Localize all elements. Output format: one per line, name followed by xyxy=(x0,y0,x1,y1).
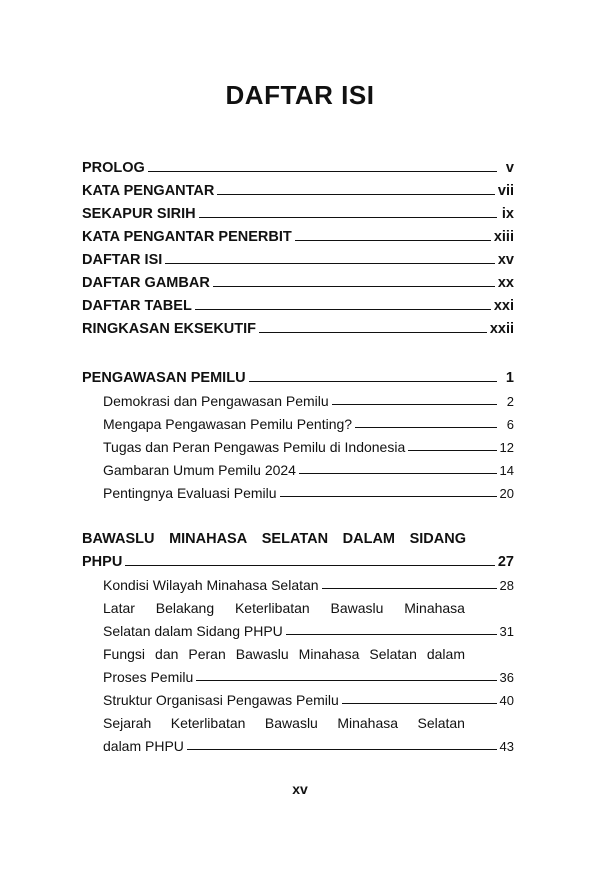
toc-entry[interactable] xyxy=(82,291,514,314)
toc-entry-page: xxii xyxy=(489,321,514,337)
section-page: 2 xyxy=(506,394,514,409)
chapter-title-word: SELATAN xyxy=(261,531,329,547)
toc-entry-page: vii xyxy=(497,183,514,199)
section-label-line-1[interactable] xyxy=(82,639,465,662)
leader-line xyxy=(165,263,495,264)
section-page: 36 xyxy=(499,670,514,685)
section-word: Bawaslu xyxy=(235,646,289,662)
section-page: 31 xyxy=(499,624,514,639)
leader-line xyxy=(259,332,487,333)
section-word: dan xyxy=(155,646,179,662)
chapter-page: 27 xyxy=(497,554,514,570)
chapter-title-word: SIDANG xyxy=(409,531,466,547)
chapter-title-word: DALAM xyxy=(342,531,396,547)
section-word: Belakang xyxy=(155,600,215,616)
toc-entry-label: DAFTAR TABEL xyxy=(82,298,192,314)
leader-line xyxy=(342,703,497,704)
toc-entry-label: KATA PENGANTAR xyxy=(82,183,215,199)
chapter-entry[interactable] xyxy=(82,547,514,570)
section-label-line-1[interactable] xyxy=(82,708,465,731)
section-entry[interactable] xyxy=(82,570,514,593)
section-entry[interactable] xyxy=(82,685,514,708)
section-label: Struktur Organisasi Pengawas Pemilu xyxy=(103,692,339,708)
section-word: dalam xyxy=(426,646,465,662)
leader-line xyxy=(196,680,496,681)
leader-line xyxy=(217,194,495,195)
section-word: Minahasa xyxy=(404,600,465,616)
section-word: Minahasa xyxy=(298,646,360,662)
toc-entry-label: DAFTAR GAMBAR xyxy=(82,275,210,291)
section-entry[interactable] xyxy=(82,731,514,754)
leader-line xyxy=(299,473,497,474)
section-label: Mengapa Pengawasan Pemilu Penting? xyxy=(103,416,353,432)
section-entry[interactable] xyxy=(82,455,514,478)
leader-line xyxy=(213,286,495,287)
chapter-title-line-1[interactable] xyxy=(82,524,466,547)
chapter-page: 1 xyxy=(505,370,514,386)
section-entry[interactable] xyxy=(82,386,514,409)
section-entry[interactable] xyxy=(82,662,514,685)
section-page: 40 xyxy=(499,693,514,708)
leader-line xyxy=(295,240,491,241)
section-page: 28 xyxy=(499,578,514,593)
leader-line xyxy=(187,749,497,750)
leader-line xyxy=(322,588,497,589)
leader-line xyxy=(280,496,497,497)
section-entry[interactable] xyxy=(82,409,514,432)
section-label: Gambaran Umum Pemilu 2024 xyxy=(103,462,296,478)
section-label: Proses Pemilu xyxy=(103,669,194,685)
leader-line xyxy=(199,217,497,218)
toc-entry[interactable] xyxy=(82,314,514,337)
leader-line xyxy=(408,450,496,451)
section-word: Keterlibatan xyxy=(234,600,310,616)
section-label: Selatan dalam Sidang PHPU xyxy=(103,623,283,639)
section-page: 14 xyxy=(499,463,514,478)
leader-line xyxy=(148,171,497,172)
section-page: 43 xyxy=(499,739,514,754)
toc-entry[interactable] xyxy=(82,222,514,245)
leader-line xyxy=(249,381,497,382)
leader-line xyxy=(195,309,491,310)
section-word: Peran xyxy=(188,646,226,662)
section-page: 12 xyxy=(499,440,514,455)
chapter-2 xyxy=(82,524,514,754)
section-word: Bawaslu xyxy=(330,600,384,616)
section-label: Tugas dan Peran Pengawas Pemilu di Indonesia xyxy=(103,439,406,455)
section-word: Latar xyxy=(103,600,135,616)
section-word: Minahasa xyxy=(337,715,399,731)
toc-entry-page: v xyxy=(505,160,514,176)
chapter-title-word: MINAHASA xyxy=(169,531,248,547)
section-entry[interactable] xyxy=(82,478,514,501)
chapter-title: PHPU xyxy=(82,554,123,570)
leader-line xyxy=(286,634,497,635)
toc-entry-page: xiii xyxy=(493,229,514,245)
toc-entry-label: RINGKASAN EKSEKUTIF xyxy=(82,321,257,337)
toc-entry-page: xxi xyxy=(493,298,514,314)
chapter-entry[interactable] xyxy=(82,363,514,386)
section-entry[interactable] xyxy=(82,432,514,455)
leader-line xyxy=(332,404,497,405)
section-word: Keterlibatan xyxy=(170,715,246,731)
chapter-title: PENGAWASAN PEMILU xyxy=(82,370,246,386)
section-page: 20 xyxy=(499,486,514,501)
leader-line xyxy=(125,565,495,566)
toc-entry-label: DAFTAR ISI xyxy=(82,252,163,268)
toc-entry-page: ix xyxy=(501,206,514,222)
toc-entry-label: KATA PENGANTAR PENERBIT xyxy=(82,229,292,245)
leader-line xyxy=(355,427,497,428)
section-label-line-1[interactable] xyxy=(82,593,465,616)
section-label: Pentingnya Evaluasi Pemilu xyxy=(103,485,277,501)
section-entry[interactable] xyxy=(82,616,514,639)
page-title: DAFTAR ISI xyxy=(225,80,375,110)
toc-entry[interactable] xyxy=(82,153,514,176)
front-matter-list xyxy=(82,153,514,337)
page-number: xv xyxy=(292,781,308,797)
toc-entry[interactable] xyxy=(82,176,514,199)
section-label: Demokrasi dan Pengawasan Pemilu xyxy=(103,393,329,409)
toc-entry[interactable] xyxy=(82,245,514,268)
section-label: dalam PHPU xyxy=(103,738,184,754)
toc-entry-page: xx xyxy=(497,275,514,291)
section-word: Selatan xyxy=(417,715,465,731)
section-word: Bawaslu xyxy=(264,715,318,731)
section-word: Selatan xyxy=(369,646,417,662)
chapter-title-word: BAWASLU xyxy=(82,531,155,547)
toc-entry-label: SEKAPUR SIRIH xyxy=(82,206,196,222)
section-word: Fungsi xyxy=(103,646,146,662)
chapter-1 xyxy=(82,363,514,501)
toc-entry[interactable] xyxy=(82,199,514,222)
section-word: Sejarah xyxy=(103,715,152,731)
toc-entry-page: xv xyxy=(497,252,514,268)
section-label: Kondisi Wilayah Minahasa Selatan xyxy=(103,577,319,593)
toc-entry-label: PROLOG xyxy=(82,160,145,176)
section-page: 6 xyxy=(506,417,514,432)
toc-entry[interactable] xyxy=(82,268,514,291)
